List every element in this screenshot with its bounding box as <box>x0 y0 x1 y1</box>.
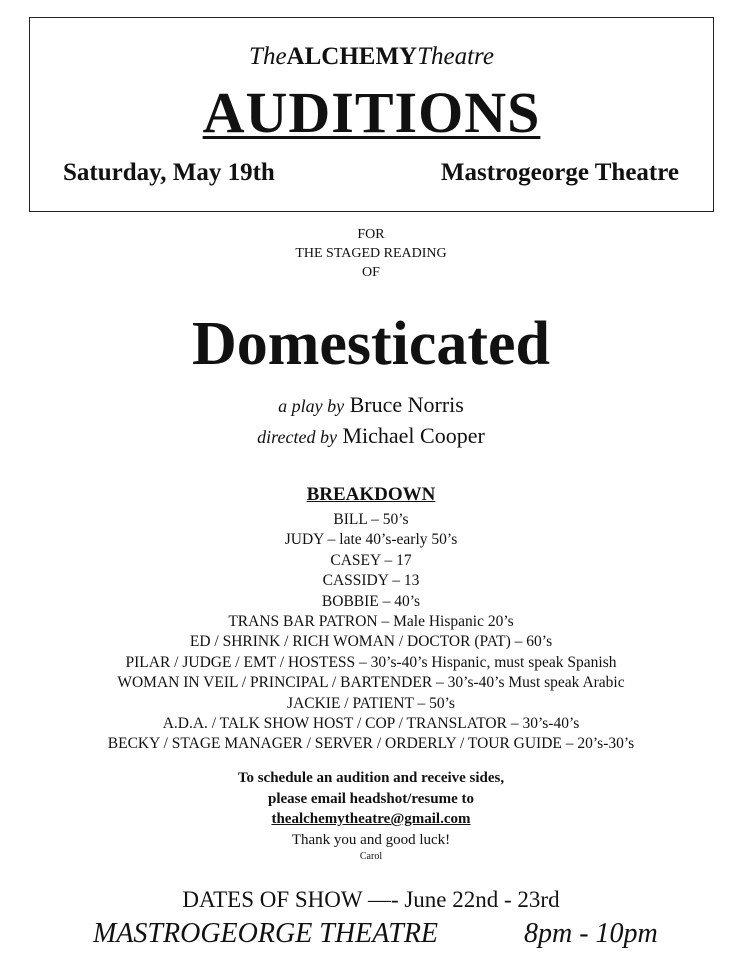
audition-venue: Mastrogeorge Theatre <box>440 159 679 186</box>
breakdown-heading: BREAKDOWN <box>306 484 436 505</box>
intro-staged-reading: THE STAGED READING <box>295 246 447 261</box>
author-name: Bruce Norris <box>349 392 464 417</box>
auditions-headline: AUDITIONS <box>202 80 541 145</box>
header-box <box>29 17 714 212</box>
breakdown-role: CASEY – 17 <box>330 551 412 569</box>
show-venue: MASTROGEORGE THEATRE <box>93 918 439 949</box>
contact-email-prompt: please email headshot/resume to <box>268 791 474 807</box>
theatre-name-main: ALCHEMY <box>286 43 418 70</box>
breakdown-role: BECKY / STAGE MANAGER / SERVER / ORDERLY / TOUR GUIDE – 20’s-30’s <box>107 735 635 753</box>
show-time: 8pm - 10pm <box>524 918 658 949</box>
intro-of: OF <box>362 265 380 280</box>
breakdown-role: WOMAN IN VEIL / PRINCIPAL / BARTENDER – 30’s-40’s Must speak Arabic <box>117 674 625 692</box>
theatre-name-suffix: Theatre <box>417 43 494 70</box>
breakdown-role: JACKIE / PATIENT – 50’s <box>287 694 455 712</box>
breakdown-role: ED / SHRINK / RICH WOMAN / DOCTOR (PAT) – 60’s <box>189 633 553 651</box>
breakdown-role: JUDY – late 40’s-early 50’s <box>284 531 458 549</box>
show-dates: DATES OF SHOW —- June 22nd - 23rd <box>182 887 560 912</box>
author-role: a play by <box>278 396 345 416</box>
director-role: directed by <box>257 427 337 447</box>
audition-date: Saturday, May 19th <box>63 159 275 186</box>
breakdown-role: A.D.A. / TALK SHOW HOST / COP / TRANSLATOR – 30’s-40’s <box>162 715 580 733</box>
breakdown-role: BOBBIE – 40’s <box>321 592 421 610</box>
contact-instructions: To schedule an audition and receive sides, <box>237 770 505 786</box>
intro-for: FOR <box>357 227 385 242</box>
breakdown-list <box>0 510 742 755</box>
theatre-name-prefix: The <box>249 43 287 70</box>
director-credit <box>0 422 742 451</box>
breakdown-role: CASSIDY – 13 <box>322 572 420 590</box>
signature: Carol <box>359 851 383 862</box>
breakdown-role: BILL – 50’s <box>333 511 409 528</box>
director-name: Michael Cooper <box>342 423 485 448</box>
theatre-name <box>30 42 713 72</box>
contact-email-link[interactable]: thealchemytheatre@gmail.com <box>271 811 471 827</box>
breakdown-role: TRANS BAR PATRON – Male Hispanic 20’s <box>228 613 514 631</box>
thanks-note: Thank you and good luck! <box>291 832 451 848</box>
breakdown-role: PILAR / JUDGE / EMT / HOSTESS – 30’s-40’s Hispanic, must speak Spanish <box>125 653 617 671</box>
contact-email-line <box>0 809 742 830</box>
play-title: Domesticated <box>191 310 551 378</box>
author-credit <box>0 391 742 420</box>
